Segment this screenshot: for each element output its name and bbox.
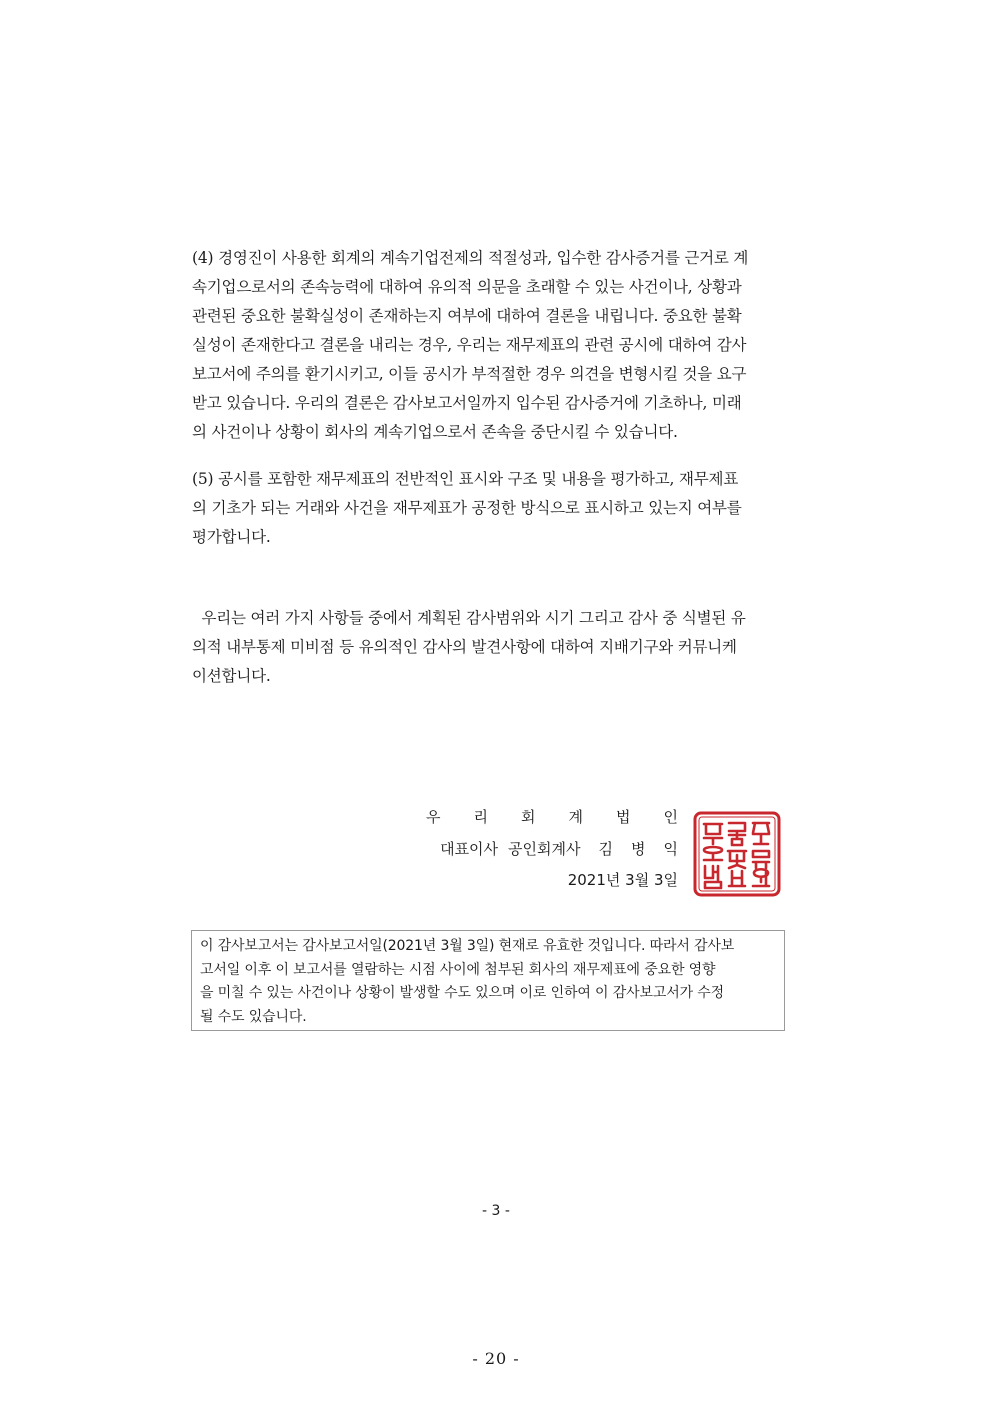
report-date: 2021년 3월 3일 bbox=[567, 871, 678, 889]
paragraph-line: 받고 있습니다. 우리의 결론은 감사보고서일까지 입수된 감사증거에 기초하나, 미래 bbox=[192, 394, 742, 412]
notice-line: 될 수도 있습니다. bbox=[200, 1008, 307, 1025]
firm-name-char: 인 bbox=[663, 808, 678, 826]
firm-name bbox=[426, 806, 678, 827]
notice-line: 을 미칠 수 있는 사건이나 상황이 발생할 수도 있으며 이로 인하여 이 감사보고서가 수정 bbox=[200, 985, 724, 1001]
paragraph-line: 우리는 여러 가지 사항들 중에서 계획된 감사범위와 시기 그리고 감사 중 식별된 유 bbox=[192, 609, 746, 627]
page-number-outer: - 20 - bbox=[472, 1349, 520, 1368]
paragraph-line: 속기업으로서의 존속능력에 대하여 유의적 의문을 초래할 수 있는 사건이나, 상황과 bbox=[192, 278, 742, 296]
paragraph-communication bbox=[192, 604, 788, 691]
paragraph-going-concern bbox=[192, 244, 788, 447]
signer-name-char: 병 bbox=[631, 840, 646, 858]
validity-notice-box bbox=[191, 930, 785, 1031]
notice-line: 고서일 이후 이 보고서를 열람하는 시점 사이에 첨부된 회사의 재무제표에 중요한 영향 bbox=[200, 961, 716, 978]
paragraph-line: 보고서에 주의를 환기시키고, 이들 공시가 부적절한 경우 의견을 변형시킬 것을 요구 bbox=[192, 365, 747, 383]
firm-name-char: 리 bbox=[473, 808, 488, 826]
signer-name-char: 김 bbox=[598, 840, 613, 858]
paragraph-line: (4) 경영진이 사용한 회계의 계속기업전제의 적절성과, 입수한 감사증거를 근거로 계 bbox=[192, 249, 749, 267]
signer-line bbox=[440, 838, 678, 859]
paragraph-line: 이션합니다. bbox=[192, 667, 271, 685]
signer-title: 대표이사 bbox=[440, 840, 499, 858]
paragraph-overall-presentation bbox=[192, 465, 788, 552]
page-number-inner: - 3 - bbox=[482, 1203, 510, 1219]
signer-role: 공인회계사 bbox=[508, 840, 581, 858]
paragraph-line: 의 기초가 되는 거래와 사건을 재무제표가 공정한 방식으로 표시하고 있는지 여부를 bbox=[192, 499, 742, 517]
paragraph-line: (5) 공시를 포함한 재무제표의 전반적인 표시와 구조 및 내용을 평가하고, 재무제표 bbox=[192, 470, 739, 488]
paragraph-line: 관련된 중요한 불확실성이 존재하는지 여부에 대하여 결론을 내립니다. 중요한 불확 bbox=[192, 307, 742, 325]
notice-line: 이 감사보고서는 감사보고서일(2021년 3월 3일) 현재로 유효한 것입니다. 따라서 감사보 bbox=[200, 938, 735, 954]
signer-name-char: 익 bbox=[663, 840, 678, 858]
company-seal-stamp bbox=[692, 810, 782, 898]
firm-name-char: 법 bbox=[616, 808, 631, 826]
firm-name-char: 우 bbox=[426, 808, 441, 826]
paragraph-line: 실성이 존재한다고 결론을 내리는 경우, 우리는 재무제표의 관련 공시에 대하여 감사 bbox=[192, 336, 747, 354]
firm-name-char: 계 bbox=[568, 808, 583, 826]
paragraph-line: 의적 내부통제 미비점 등 유의적인 감사의 발견사항에 대하여 지배기구와 커뮤니케 bbox=[192, 638, 737, 656]
firm-name-char: 회 bbox=[521, 808, 536, 826]
paragraph-line: 의 사건이나 상황이 회사의 계속기업으로서 존속을 중단시킬 수 있습니다. bbox=[192, 423, 678, 441]
paragraph-line: 평가합니다. bbox=[192, 528, 271, 546]
